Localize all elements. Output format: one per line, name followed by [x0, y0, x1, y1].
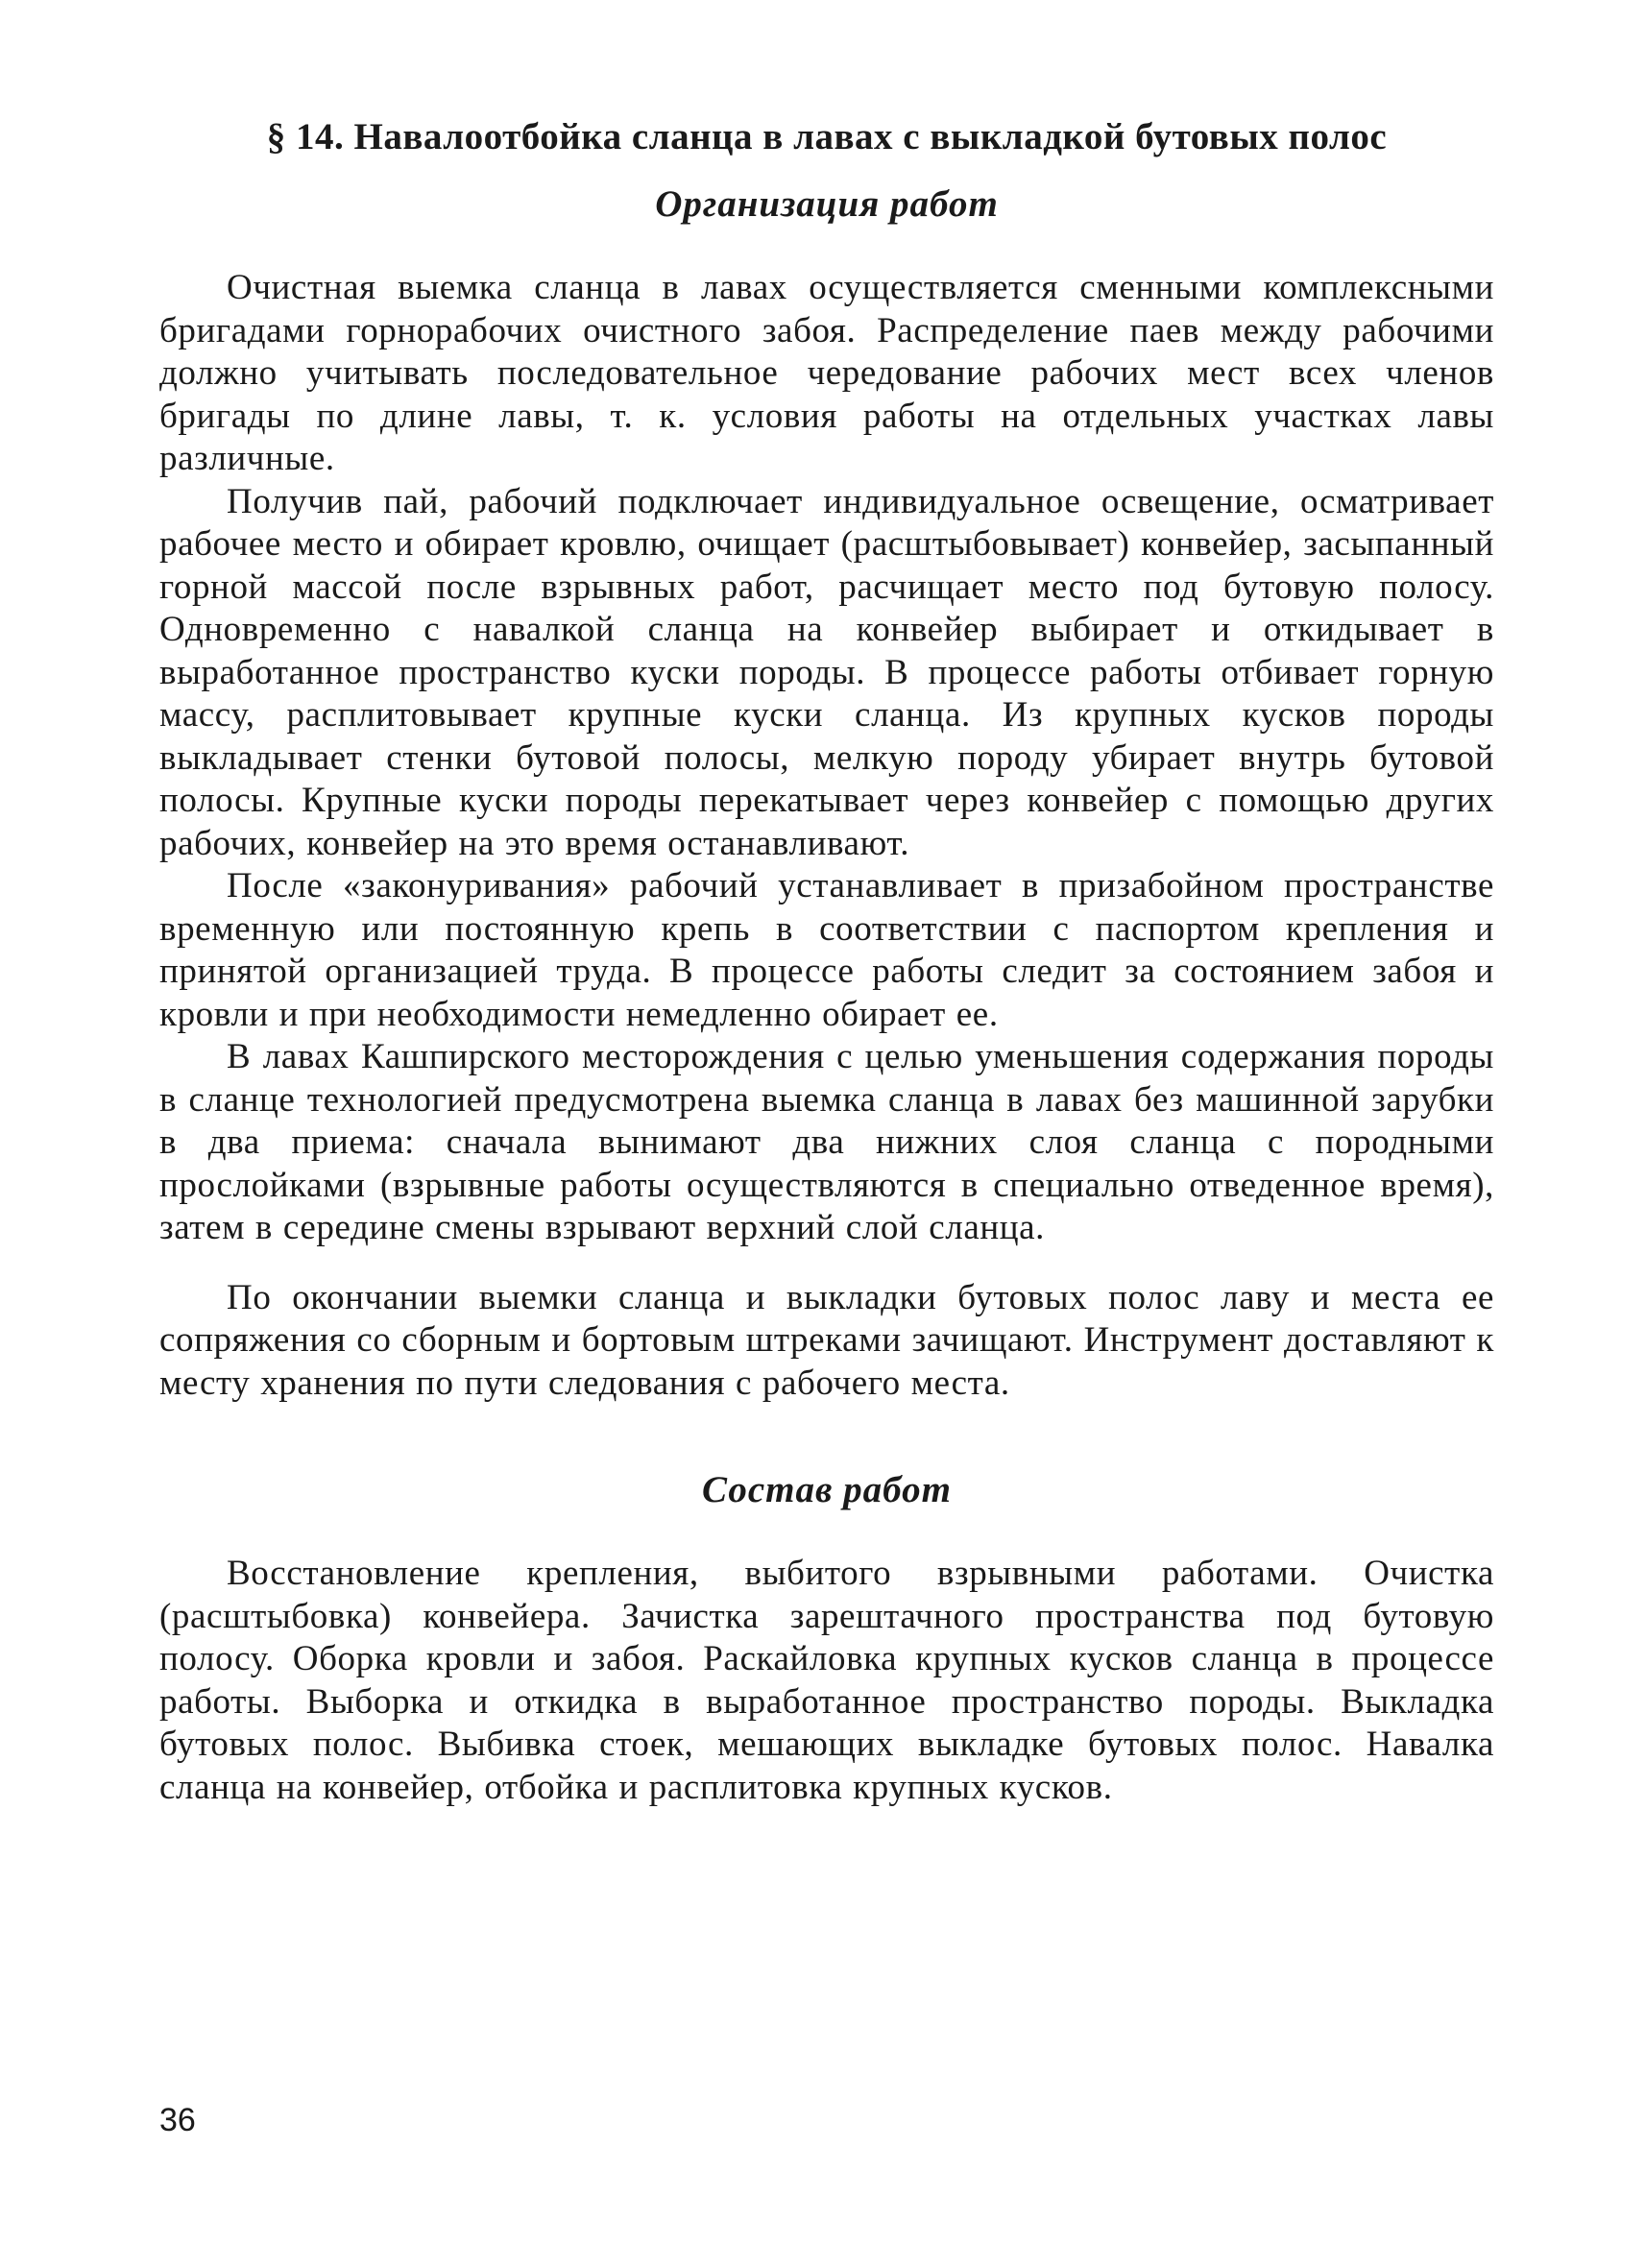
page-content [159, 113, 1494, 1809]
section-title: § 14. Навалоотбойка сланца в лавах с выкладкой бутовых полос [266, 116, 1388, 157]
organization-paragraph: В лавах Кашпирского месторождения с целью уменьшения содержания породы в сланце технологией предусмотрена выемка сланца в лавах без машинной зарубки в два приема: сначала вынимают два нижних слоя сланца с породными прослойками (взрывные работы осуществляются в специально отведенное время), затем в середине смены взрывают верхний слой сланца. [159, 1037, 1494, 1247]
composition-paragraph: Восстановление крепления, выбитого взрывными работами. Очистка (расштыбовка) конвейера. Зачистка зарештачного пространства под бутовую полосу. Оборка кровли и забоя. Раскайловка крупных кусков сланца в процессе работы. Выборка и откидка в выработанное пространство породы. Выкладка бутовых полос. Выбивка стоек, мешающих выкладке бутовых полос. Навалка сланца на конвейер, отбойка и расплитовка крупных кусков. [159, 1554, 1494, 1807]
organization-paragraph: Очистная выемка сланца в лавах осуществляется сменными комплексными бригадами горнорабочих очистного забоя. Распределение паев между рабочими должно учитывать последовательное чередование рабочих мест всех членов бригады по длине лавы, т. к. условия работы на отдельных участках лавы различные. [159, 268, 1494, 478]
organization-paragraph: По окончании выемки сланца и выкладки бутовых полос лаву и места ее сопряжения со сборным и бортовым штреками зачищают. Инструмент доставляют к месту хранения по пути следования с рабочего места. [159, 1277, 1494, 1403]
composition-heading: Состав работ [702, 1469, 952, 1510]
page-number: 36 [159, 2102, 196, 2138]
organization-heading: Организация работ [655, 183, 999, 225]
organization-paragraph: После «законуривания» рабочий устанавливает в призабойном пространстве временную или постоянную крепь в соответствии с паспортом крепления и принятой организацией труда. В процессе работы следит за состоянием забоя и кровли и при необходимости немедленно обирает ее. [159, 866, 1494, 1034]
organization-paragraph: Получив пай, рабочий подключает индивидуальное освещение, осматривает рабочее место и обирает кровлю, очищает (расштыбовывает) конвейер, засыпанный горной массой после взрывных работ, расчищает место под бутовую полосу. Одновременно с навалкой сланца на конвейер выбирает и откидывает в выработанное пространство куски породы. В процессе работы отбивает горную массу, расплитовывает крупные куски сланца. Из крупных кусков породы выкладывает стенки бутовой полосы, мелкую породу убирает внутрь бутовой полосы. Крупные куски породы перекатывает через конвейер с помощью других рабочих, конвейер на это время останавливают. [159, 481, 1494, 863]
